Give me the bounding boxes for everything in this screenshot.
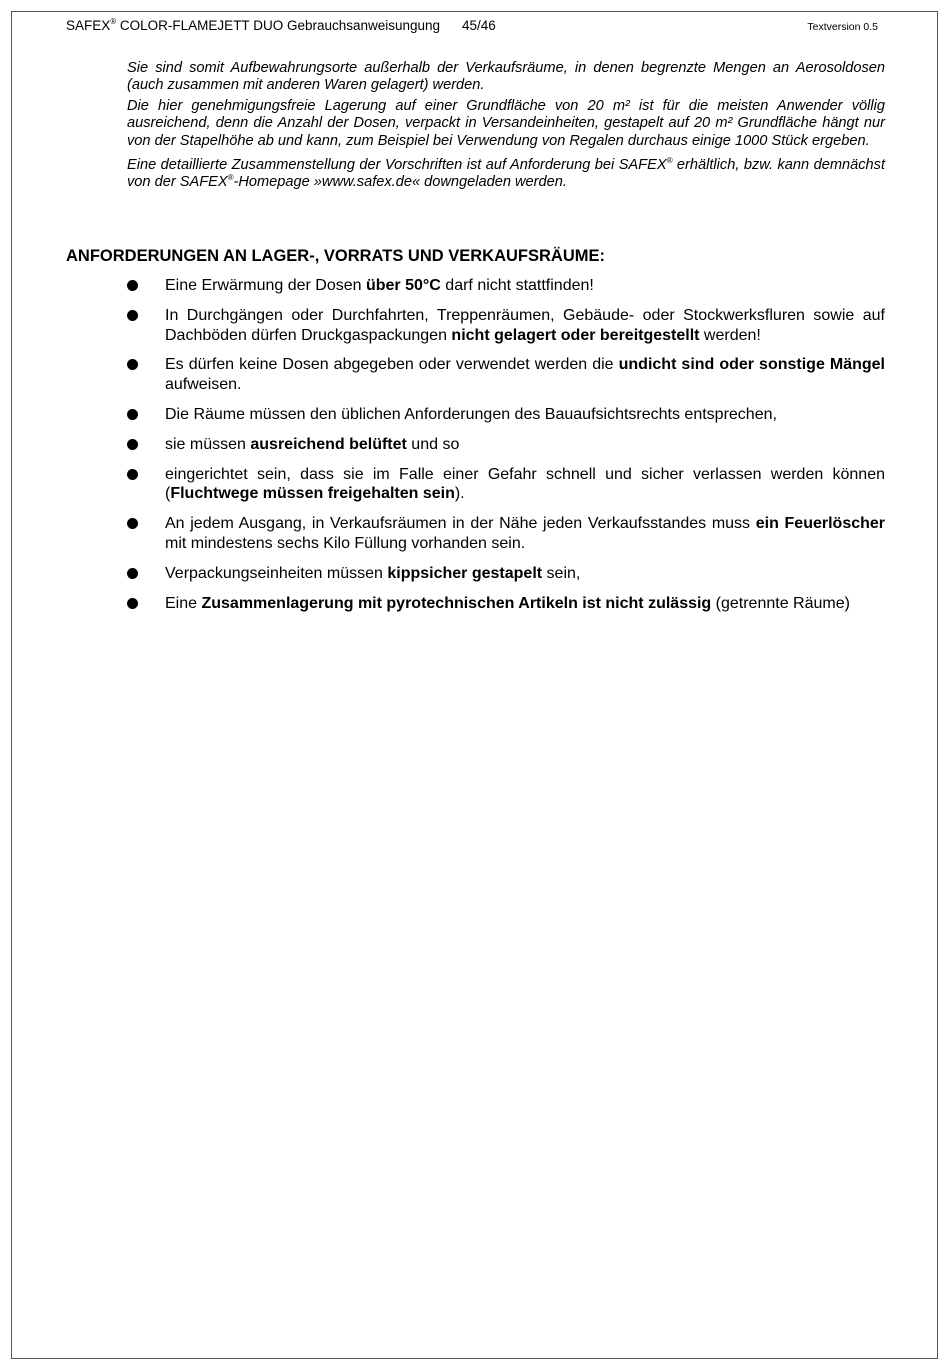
bullet-icon xyxy=(127,359,138,370)
text-run: Verpackungseinheiten müssen xyxy=(165,564,388,582)
text-run: darf nicht stattfinden! xyxy=(440,277,594,294)
list-item xyxy=(0,306,885,346)
emphasis-text: über 50°C xyxy=(365,277,441,294)
emphasis-text: ein Feuerlöscher xyxy=(755,515,886,533)
intro-text xyxy=(127,60,885,195)
intro-paragraph xyxy=(127,157,885,192)
bullet-icon xyxy=(127,409,138,420)
page-number: 45/46 xyxy=(462,18,496,33)
emphasis-text: nicht gelagert oder bereitgestellt xyxy=(451,326,700,344)
text-run: -Homepage »www.safex.de« downgeladen werden. xyxy=(233,174,567,191)
registered-mark: ® xyxy=(227,173,234,183)
emphasis-text: ausreichend belüftet xyxy=(250,435,407,453)
list-item xyxy=(0,465,885,505)
text-run: Die Räume müssen den üblichen Anforderungen des Bauaufsichtsrechts entsprechen, xyxy=(165,405,777,423)
text-run: und so xyxy=(406,435,460,453)
emphasis-text: Zusammenlagerung mit pyrotechnischen Artikeln ist nicht zulässig xyxy=(201,594,712,612)
text-version: Textversion 0.5 xyxy=(807,21,878,33)
emphasis-text: kippsicher gestapelt xyxy=(387,564,543,582)
emphasis-text: undicht sind oder sonstige Mängel xyxy=(618,356,886,374)
text-run: erhältlich, bzw. kann demnächst von der SAFEX xyxy=(127,157,885,191)
intro-paragraph: Die hier genehmigungsfreie Lagerung auf einer Grundfläche von 20 m² ist für die meisten Anwender völlig ausreichend, denn die Anzahl der Dosen, verpackt in Versandeinheiten, gestapelt auf 20 m² Grundfläche hängt nur von der Stapelhöhe ab und kann, zum Beispiel bei Verwendung von Regalen durchaus einige 1000 Stück ergeben. xyxy=(127,97,885,149)
registered-mark: ® xyxy=(110,17,117,26)
registered-mark: ® xyxy=(666,156,673,166)
bullet-icon xyxy=(127,280,138,291)
brand-name: SAFEX xyxy=(66,18,111,33)
intro-paragraph: Sie sind somit Aufbewahrungsorte außerhalb der Verkaufsräume, in denen begrenzte Mengen an Aerosoldosen (auch zusammen mit anderen Waren gelagert) werden. xyxy=(127,60,885,94)
bullet-icon xyxy=(127,469,138,480)
text-run: aufweisen. xyxy=(165,376,242,394)
list-item xyxy=(0,594,885,614)
text-run: In Durchgängen oder Durchfahrten, Treppenräumen, Gebäude- oder Stockwerksfluren sowie auf Dachböden dürfen Druckgaspackungen xyxy=(165,306,885,344)
list-item xyxy=(0,564,885,584)
text-run: Eine xyxy=(165,594,202,612)
text-run: mit mindestens sechs Kilo Füllung vorhanden sein. xyxy=(165,534,526,552)
list-item xyxy=(0,514,885,554)
text-run: ). xyxy=(454,485,465,503)
text-run: (getrennte Räume) xyxy=(711,594,850,612)
text-run: sie müssen xyxy=(165,435,251,453)
document-title-text: COLOR-FLAMEJETT DUO Gebrauchsanweisungung xyxy=(116,18,441,33)
list-item xyxy=(0,276,885,296)
page-header xyxy=(66,18,878,36)
text-run: eingerichtet sein, dass sie im Falle einer Gefahr schnell und sicher verlassen werden können ( xyxy=(165,465,885,503)
list-item xyxy=(0,355,885,395)
bullet-icon xyxy=(127,598,138,609)
text-run: Es dürfen keine Dosen abgegeben oder verwendet werden die xyxy=(165,356,619,374)
list-item xyxy=(0,405,885,425)
bullet-icon xyxy=(127,518,138,529)
list-item xyxy=(0,435,885,455)
bullet-icon xyxy=(127,310,138,321)
bullet-icon xyxy=(127,568,138,579)
emphasis-text: Fluchtwege müssen freigehalten sein xyxy=(170,485,455,503)
text-run: An jedem Ausgang, in Verkaufsräumen in der Nähe jeden Verkaufsstandes muss xyxy=(165,515,756,533)
requirements-list xyxy=(0,276,950,623)
page-border xyxy=(11,11,938,1359)
text-run: Eine Erwärmung der Dosen xyxy=(165,277,366,294)
text-run: werden! xyxy=(699,326,761,344)
document-title xyxy=(66,18,440,33)
text-run: Eine detaillierte Zusammenstellung der Vorschriften ist auf Anforderung bei SAFEX xyxy=(127,157,667,174)
section-heading: ANFORDERUNGEN AN LAGER-, VORRATS UND VERKAUFSRÄUME: xyxy=(66,247,605,265)
bullet-icon xyxy=(127,439,138,450)
text-run: sein, xyxy=(542,564,581,582)
